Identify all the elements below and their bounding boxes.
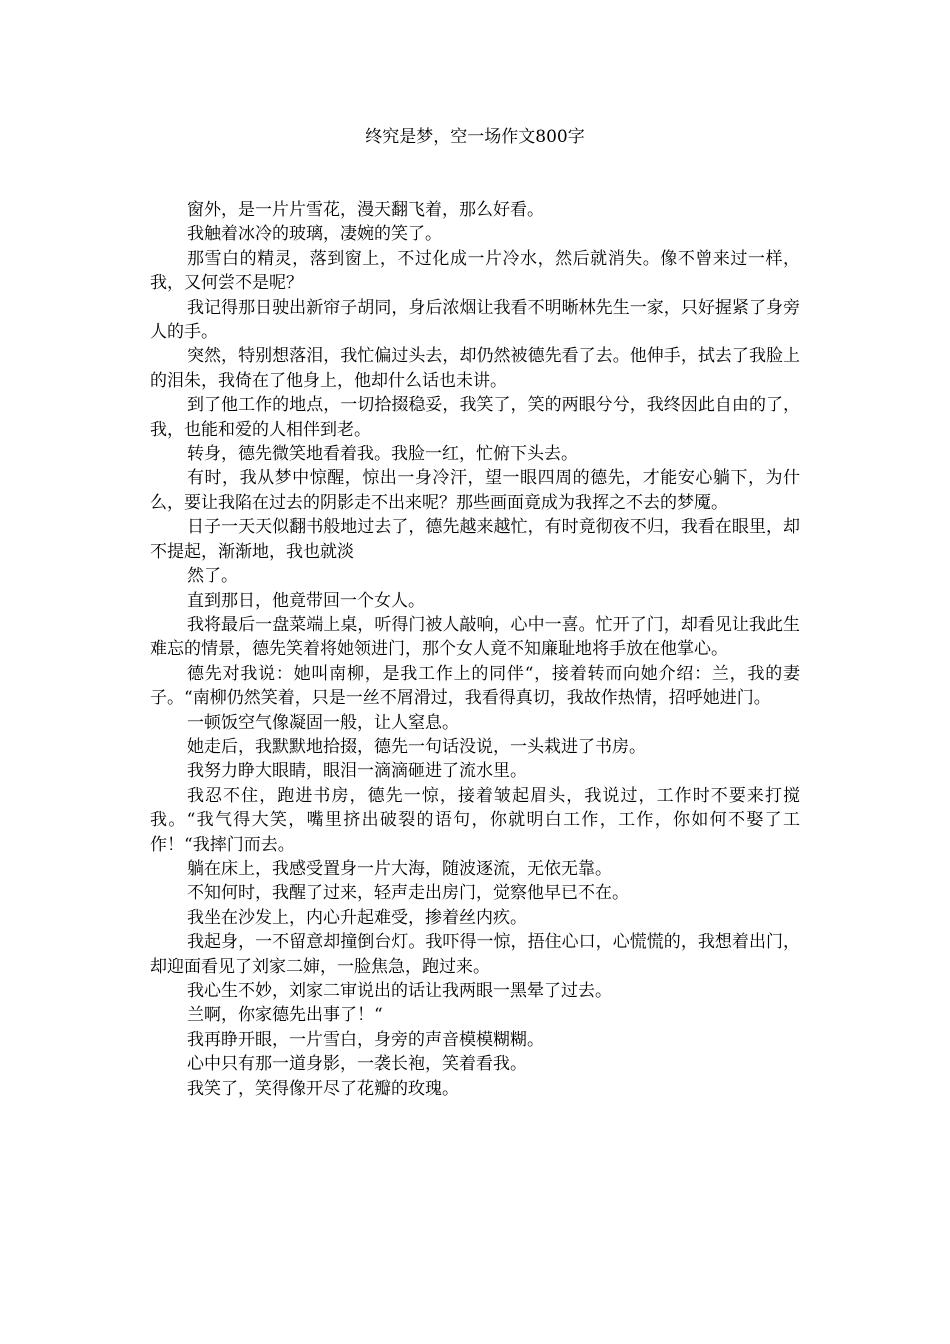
paragraph: 我笑了，笑得像开尽了花瓣的玫瑰。 (187, 1078, 459, 1099)
paragraph: 那雪白的精灵，落到窗上，不过化成一片冷水，然后就消失。像不曾来过一样，我，又何尝不是呢？ (150, 248, 800, 294)
paragraph: 我触着冰冷的玻璃，凄婉的笑了。 (187, 224, 442, 245)
paragraph: 窗外，是一片片雪花，漫天翻飞着，那么好看。 (187, 200, 544, 220)
paragraph: 我起身，一不留意却撞倒台灯。我吓得一惊，捂住心口，心慌慌的，我想着出门，却迎面看见了刘家二婶，一脸焦急，跑过来。 (150, 932, 800, 977)
document-body (150, 198, 800, 1101)
document-title: 终究是梦，空一场作文800字 (365, 127, 585, 147)
paragraph: 一顿饭空气像凝固一般，让人窒息。 (187, 712, 459, 733)
paragraph: 心中只有那一道身影，一袭长袍，笑着看我。 (187, 1054, 527, 1075)
paragraph: 日子一天天似翻书般地过去了，德先越来越忙，有时竟彻夜不归，我看在眼里，却不提起，渐渐地，我也就淡 (150, 517, 800, 562)
paragraph: 她走后，我默默地拾掇，德先一句话没说，一头栽进了书房。 (187, 736, 646, 757)
paragraph: 有时，我从梦中惊醒，惊出一身冷汗，望一眼四周的德先，才能安心躺下，为什么，要让我陷在过去的阴影走不出来呢？那些画面竟成为我挥之不去的梦魇。 (150, 468, 800, 513)
paragraph: 我忍不住，跑进书房，德先一惊，接着皱起眉头，我说过，工作时不要来打搅我。“我气得大笑，嘴里挤出破裂的语句，你就明白工作，工作，你如何不娶了工作！“我摔门而去。 (150, 785, 800, 855)
paragraph: 然了。 (187, 566, 238, 587)
paragraph: 我心生不妙，刘家二审说出的话让我两眼一黑晕了过去。 (187, 981, 612, 1001)
paragraph: 兰啊，你家德先出事了！“ (187, 1005, 383, 1026)
paragraph: 突然，特别想落泪，我忙偏过头去，却仍然被德先看了去。他伸手，拭去了我脸上的泪朱，我倚在了他身上，他却什么话也未讲。 (150, 346, 800, 391)
paragraph: 我坐在沙发上，内心升起难受，掺着丝内疚。 (187, 907, 527, 928)
paragraph: 转身，德先微笑地看着我。我脸一红，忙俯下头去。 (187, 444, 578, 465)
paragraph: 德先对我说：她叫南柳，是我工作上的同伴“，接着转而向她介绍：兰，我的妻子。“南柳仍然笑着，只是一丝不屑滑过，我看得真切，我故作热情，招呼她进门。 (150, 663, 800, 709)
paragraph: 躺在床上，我感受置身一片大海，随波逐流，无依无靠。 (187, 858, 612, 879)
paragraph: 我再睁开眼，一片雪白，身旁的声音模模糊糊。 (187, 1029, 544, 1050)
paragraph: 到了他工作的地点，一切拾掇稳妥，我笑了，笑的两眼兮兮，我终因此自由的了，我，也能和爱的人相伴到老。 (150, 395, 800, 440)
paragraph: 我将最后一盘菜端上桌，听得门被人敲响，心中一喜。忙开了门，却看见让我此生难忘的情景，德先笑着将她领进门，那个女人竟不知廉耻地将手放在他掌心。 (150, 614, 800, 660)
paragraph: 我努力睁大眼睛，眼泪一滴滴砸进了流水里。 (187, 761, 527, 782)
paragraph: 直到那日，他竟带回一个女人。 (187, 590, 425, 611)
paragraph: 不知何时，我醒了过来，轻声走出房门，觉察他早已不在。 (187, 883, 629, 904)
paragraph: 我记得那日驶出新帘子胡同，身后浓烟让我看不明晰林先生一家，只好握紧了身旁人的手。 (150, 297, 800, 343)
